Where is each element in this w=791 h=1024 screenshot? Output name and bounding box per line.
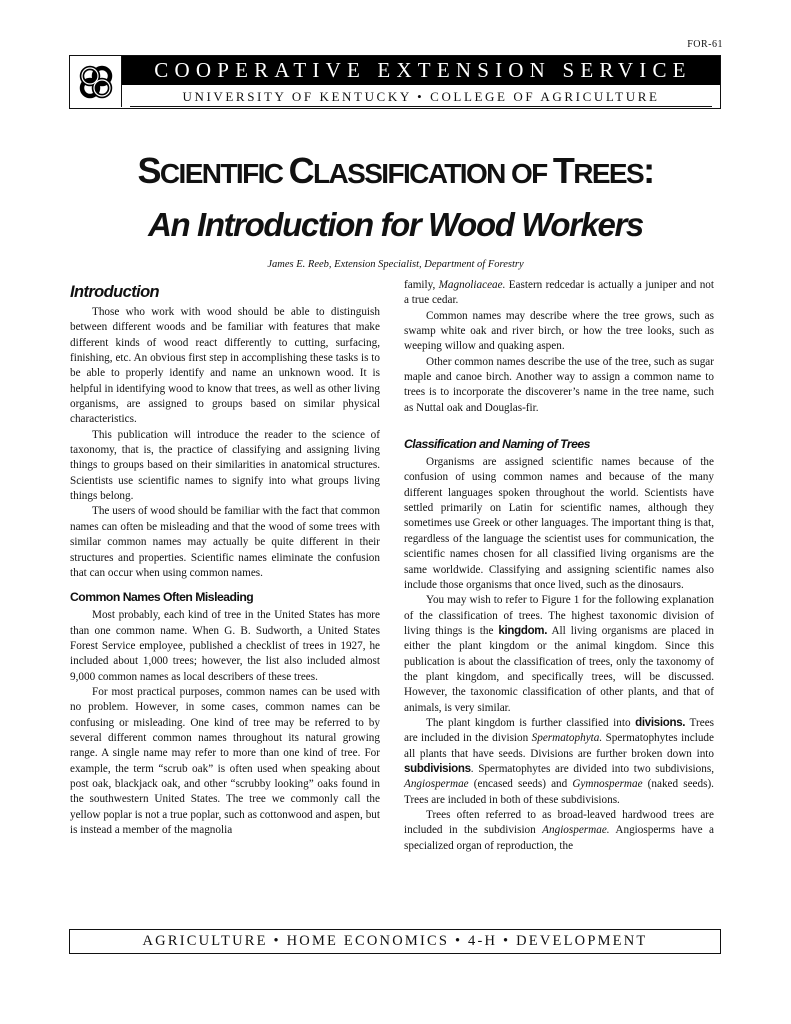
byline: James E. Reeb, Extension Specialist, Department of Forestry	[267, 259, 524, 270]
section-heading-classification: Classification and Naming of Trees	[404, 437, 590, 452]
paragraph: The users of wood should be familiar with the fact that common names can often be misleading and that the wood of some trees with similar common names may actually be quite different in their structures and properties. Scientific names eliminate the confusion that can occur when using common names.	[70, 505, 380, 579]
paragraph: This publication will introduce the reader to the science of taxonomy, that is, the practice of classifying and assigning living things to groups based on their similarities in anatomical structures. Scientists use scientific names to signify into what groups living things belong.	[70, 428, 380, 503]
paragraph: Those who work with wood should be able to distinguish between different woods and be familiar with features that make different kinds of wood react differently to cutting, surfacing, finishing, etc. An obvious first step in accomplishing these tasks is to be able to properly identify and name an unknown wood. It is helpful in identifying wood to know that trees, as well as other living organisms, are assigned to groups based on similar physical characteristics.	[70, 306, 380, 426]
publication-number: FOR-61	[687, 39, 723, 50]
paragraph: For most practical purposes, common names can be used with no problem. However, in some cases, common names can be confusing or misleading. One kind of tree may be referred to by several different common names throughout its natural growing range. A single name may refer to more than one kind of tree. For example, the term “scrub oak” is often used when speaking about post oak, blackjack oak, and other “scrubby looking” oaks found in the southwestern United States. The tree we commonly call the yellow poplar is not a true poplar, such as cottonwood and aspen, but is instead a member of the magnolia	[70, 685, 380, 836]
left-column	[70, 278, 380, 838]
document-subtitle: An Introduction for Wood Workers	[148, 206, 643, 243]
masthead-subtitle: UNIVERSITY OF KENTUCKY • COLLEGE OF AGRICULTURE	[130, 86, 712, 107]
paragraph: You may wish to refer to Figure 1 for the following explanation of the classification of trees. The highest taxonomic division of living things is the kingdom. All living organisms are placed in either the plant kingdom or the animal kingdom. Since this publication is about the classification of trees, only the taxonomy of the plant kingdom, and specifically trees, will be discussed. However, the taxonomic classification of other plants, and that of animals, is very similar.	[404, 594, 715, 714]
paragraph: Most probably, each kind of tree in the United States has more than one common name. When G. B. Sudworth, a United States Forest Service employee, published a checklist of trees in 1927, he included about 1,000 trees; however, the list also included almost 9,000 common names as local describers of these trees.	[70, 609, 380, 683]
footer-banner: AGRICULTURE • HOME ECONOMICS • 4-H • DEVELOPMENT	[69, 929, 721, 954]
paragraph: Common names may describe where the tree grows, such as swamp white oak and river birch, or how the tree looks, such as weeping willow and quaking aspen.	[404, 309, 714, 353]
paragraph: Other common names describe the use of the tree, such as sugar maple and canoe birch. Another way to assign a common name to trees is to incorporate the discoverer’s name in the tree name, such as Nuttal oak and Douglas-fir.	[404, 355, 714, 414]
masthead-title: COOPERATIVE EXTENSION SERVICE	[122, 56, 720, 85]
masthead	[69, 55, 721, 109]
right-column	[404, 278, 714, 854]
paragraph: family, Magnoliaceae. Eastern redcedar is actually a juniper and not a true cedar.	[404, 279, 714, 307]
paragraph: Trees often referred to as broad-leaved hardwood trees are included in the subdivision Angiospermae. Angiosperms have a specialized organ of reproduction, the	[404, 809, 714, 852]
section-heading-introduction: Introduction	[70, 283, 160, 301]
paragraph: Organisms are assigned scientific names because of the confusion of using common names and because of the many different languages spoken throughout the world. Scientists have settled primarily on Latin for scientific names, although they sometimes use Greek or other languages. The important thing is that, regardless of the language the scientist uses for communication, the scientific names chosen for all classified living organisms are the same worldwide. Classifying and assigning scientific names also include those organisms that once lived, such as the dinosaurs.	[404, 456, 714, 591]
paragraph: The plant kingdom is further classified into divisions. Trees are included in the division Spermatophyta. Spermatophytes include all plants that have seeds. Divisions are further broken down into subdivisions. Spermatophytes are divided into two subdivisions, Angiospermae (encased seeds) and Gymnospermae (naked seeds). Trees are included in both of these subdivisions.	[404, 716, 715, 806]
cooperative-extension-knot-logo-icon	[70, 56, 122, 107]
document-title: SCIENTIFIC CLASSIFICATION OF TREES:	[137, 150, 654, 191]
section-heading-common-names: Common Names Often Misleading	[70, 590, 254, 605]
